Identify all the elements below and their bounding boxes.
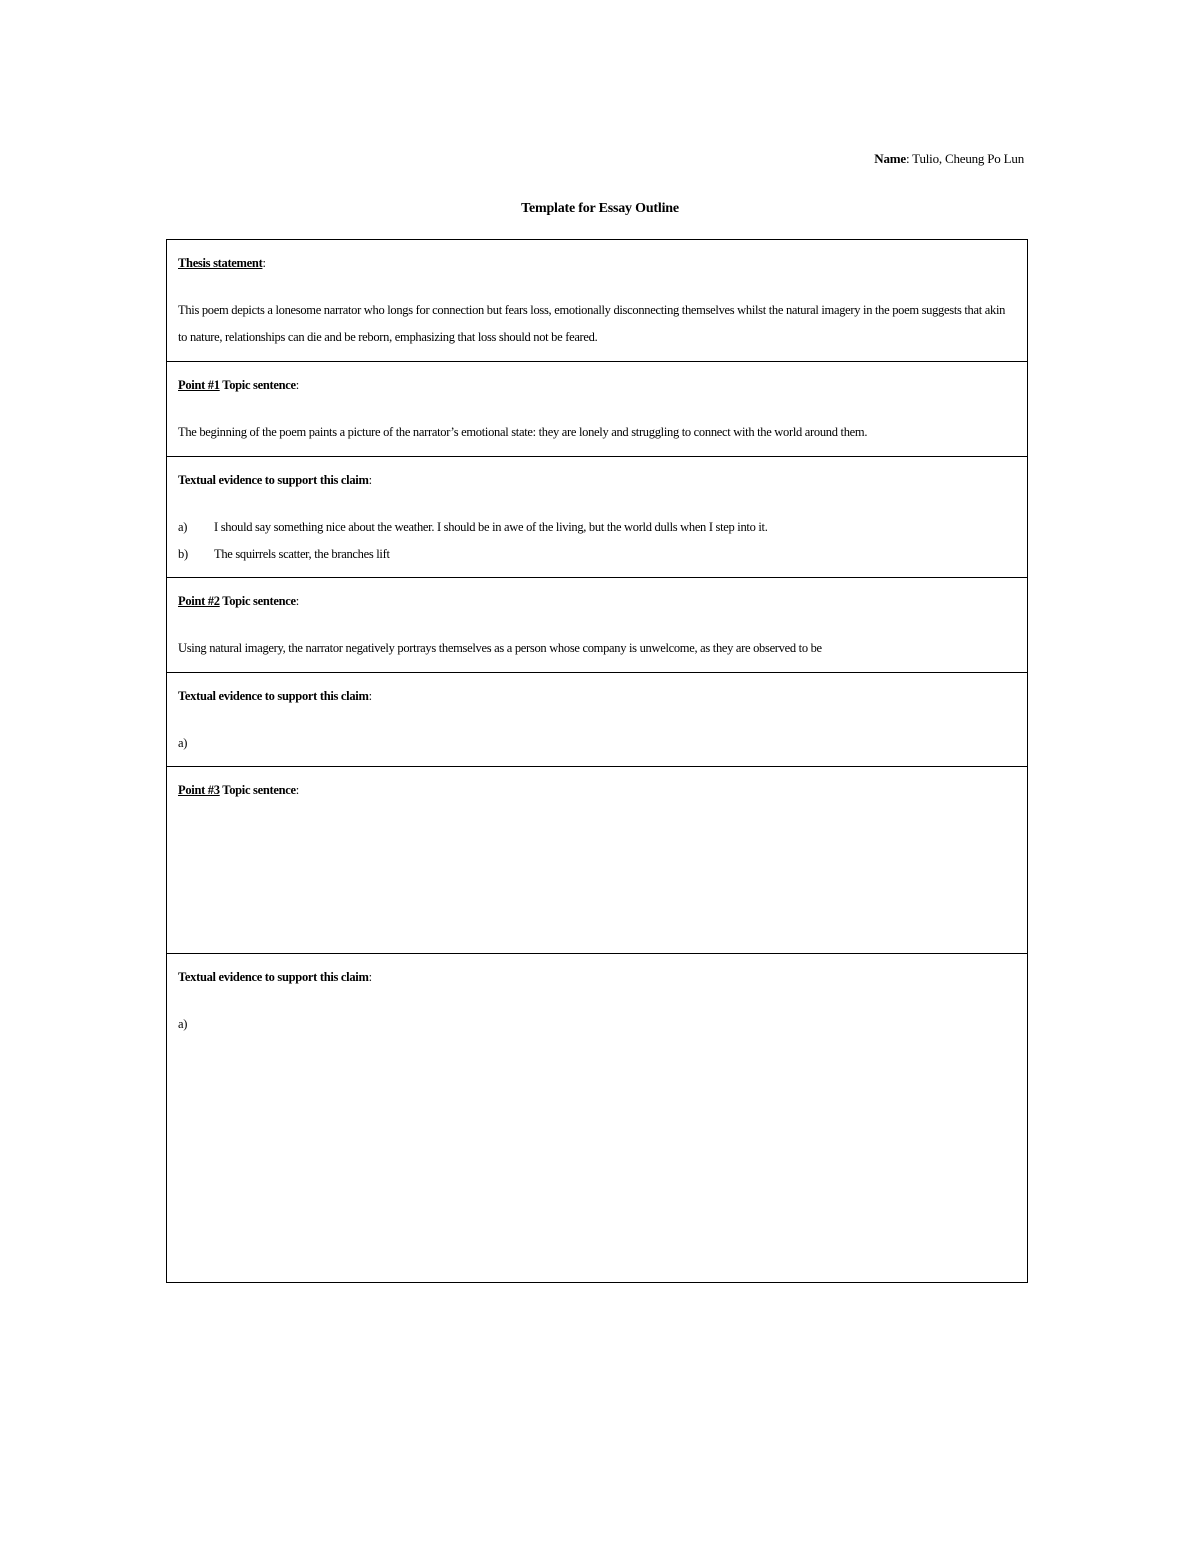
thesis-section[interactable]	[167, 240, 1027, 361]
list-item	[178, 1011, 1016, 1038]
list-marker: b)	[178, 547, 188, 561]
point-2-section[interactable]	[167, 577, 1027, 672]
evidence-1-colon: :	[368, 473, 372, 487]
point-3-heading	[178, 777, 1016, 804]
name-colon: :	[905, 151, 910, 166]
essay-outline-table	[166, 239, 1028, 1283]
point-3-label: Point #3	[178, 783, 220, 797]
evidence-3-section[interactable]	[167, 953, 1027, 1282]
point-1-label: Point #1	[178, 378, 220, 392]
point-3-colon: :	[295, 783, 299, 797]
point-1-heading	[178, 372, 1016, 399]
point-1-text: The beginning of the poem paints a picture of the narrator’s emotional state: they are lonely and struggling to connect with the world around them.	[178, 425, 868, 439]
evidence-2-heading-label: Textual evidence to support this claim	[178, 689, 369, 703]
student-name-line	[874, 151, 1024, 167]
evidence-2-section[interactable]	[167, 672, 1027, 766]
document-title: Template for Essay Outline	[521, 201, 679, 216]
point-2-label: Point #2	[178, 594, 220, 608]
evidence-2-heading	[178, 683, 1016, 710]
thesis-heading-colon: :	[262, 256, 266, 270]
point-3-section[interactable]	[167, 766, 1027, 953]
evidence-1-list	[178, 514, 1016, 568]
point-1-topic-label: Topic sentence	[219, 378, 296, 392]
list-marker: a)	[178, 736, 188, 750]
evidence-3-colon: :	[368, 970, 372, 984]
thesis-heading-label: Thesis statement	[178, 256, 263, 270]
point-2-heading	[178, 588, 1016, 615]
evidence-2-colon: :	[368, 689, 372, 703]
evidence-3-heading-label: Textual evidence to support this claim	[178, 970, 369, 984]
thesis-text: This poem depicts a lonesome narrator who longs for connection but fears loss, emotionally disconnecting themselves whilst the natural imagery in the poem suggests that akin to nature, relationships can die and be reborn, emphasizing that loss should not be feared.	[178, 303, 1006, 344]
name-value: Tulio, Cheung Po Lun	[909, 151, 1024, 166]
list-item-text: The squirrels scatter, the branches lift	[214, 547, 390, 561]
evidence-1-heading-label: Textual evidence to support this claim	[178, 473, 369, 487]
evidence-1-section[interactable]	[167, 456, 1027, 577]
list-item	[178, 514, 1016, 541]
point-2-text: Using natural imagery, the narrator negatively portrays themselves as a person whose company is unwelcome, as they are observed to be	[178, 641, 822, 655]
evidence-3-list	[178, 1011, 1016, 1038]
list-item	[178, 541, 1016, 568]
list-marker: a)	[178, 520, 188, 534]
point-2-colon: :	[295, 594, 299, 608]
list-item-text: I should say something nice about the weather. I should be in awe of the living, but the world dulls when I step into it.	[214, 520, 768, 534]
evidence-3-heading	[178, 964, 1016, 991]
list-item	[178, 730, 1016, 757]
name-label: Name	[874, 151, 906, 166]
point-3-topic-label: Topic sentence	[219, 783, 296, 797]
evidence-1-heading	[178, 467, 1016, 494]
thesis-heading	[178, 250, 1016, 277]
evidence-2-list	[178, 730, 1016, 757]
point-1-colon: :	[295, 378, 299, 392]
list-marker: a)	[178, 1017, 188, 1031]
point-1-section[interactable]	[167, 361, 1027, 456]
point-2-topic-label: Topic sentence	[219, 594, 296, 608]
